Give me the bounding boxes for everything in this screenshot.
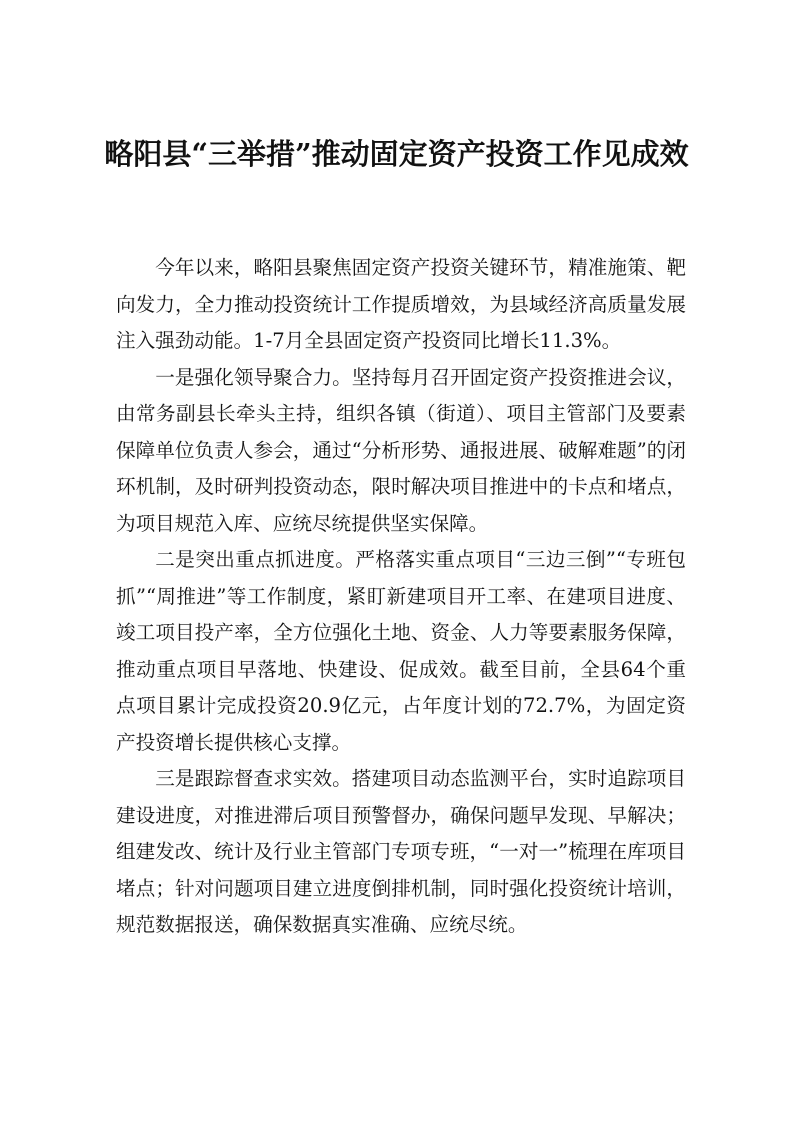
paragraph-supervision: 三是跟踪督查求实效。搭建项目动态监测平台，实时追踪项目建设进度，对推进滞后项目预警督办，确保问题早发现、早解决；组建发改、统计及行业主管部门专项专班，“一对一”梳理在库项目堵点；针对问题项目建立进度倒排机制，同时强化投资统计培训，规范数据报送，确保数据真实准确、应统尽统。 bbox=[116, 767, 686, 936]
paragraph-key-projects: 二是突出重点抓进度。严格落实重点项目“三边三倒”“专班包抓”“周推进”等工作制度，紧盯新建项目开工率、在建项目进度、竣工项目投产率，全方位强化土地、资金、人力等要素服务保障，推动重点项目早落地、快建设、促成效。截至目前，全县64个重点项目累计完成投资20.9亿元，占年度计划的72.7%，为固定资产投资增长提供核心支撑。 bbox=[116, 548, 686, 754]
document-title: 略阳县“三举措”推动固定资产投资工作见成效 bbox=[104, 137, 689, 171]
document-body bbox=[116, 250, 686, 944]
paragraph-intro: 今年以来，略阳县聚焦固定资产投资关键环节，精准施策、靶向发力，全力推动投资统计工作提质增效，为县域经济高质量发展注入强劲动能。1-7月全县固定资产投资同比增长11.3%。 bbox=[116, 256, 686, 352]
paragraph-leadership: 一是强化领导聚合力。坚持每月召开固定资产投资推进会议，由常务副县长牵头主持，组织各镇（街道）、项目主管部门及要素保障单位负责人参会，通过“分析形势、通报进展、破解难题”的闭环机制，及时研判投资动态，限时解决项目推进中的卡点和堵点，为项目规范入库、应统尽统提供坚实保障。 bbox=[116, 365, 686, 535]
